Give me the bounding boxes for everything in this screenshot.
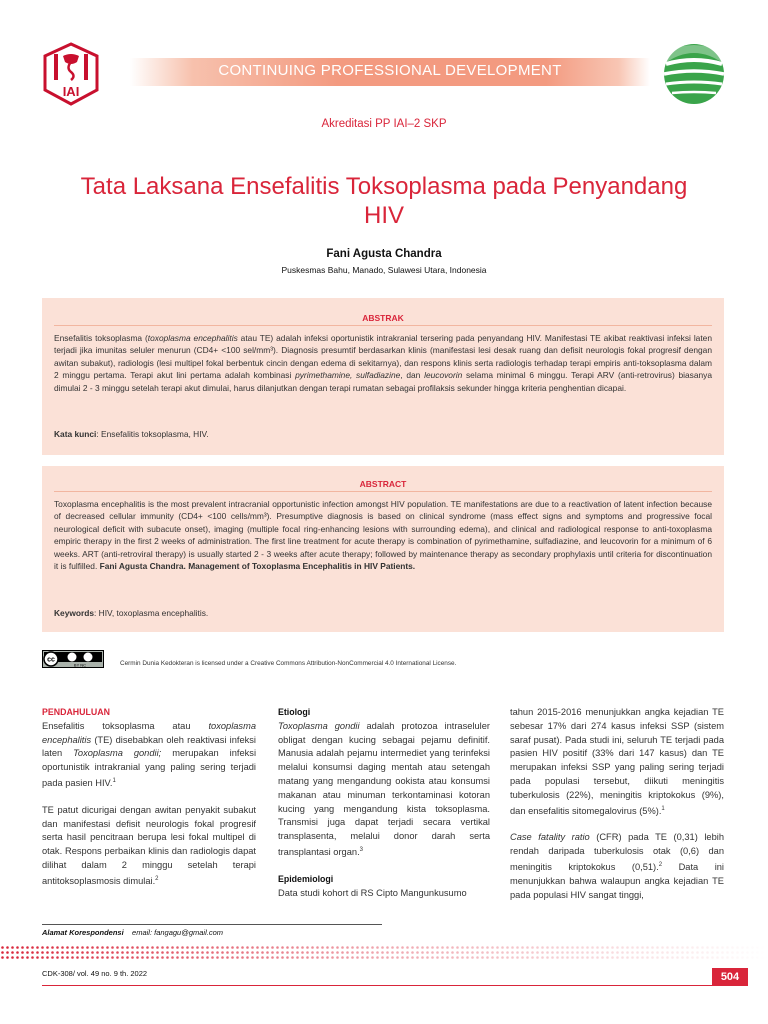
svg-text:cc: cc: [47, 656, 55, 664]
abstrak-text: Ensefalitis toksoplasma (toxoplasma encephalitis atau TE) adalah infeksi oportunistik intrakranial tersering pada penyandang HIV. Manifestasi TE akibat reaktivasi infeksi laten terjadi jika imunitas seluler menurun (CD4+ <100 sel/mm³). Diagnosis presumtif berdasarkan klinis (manifestasi lesi desak ruang dan defisit neurologis fokal progresif dengan awitan subakut), radiologis (lesi multipel fokal berbentuk cincin dengan edema di sekitarnya), dan respons klinis serta radiologis terhadap terapi empiris anti-toksoplasma dalam 2 minggu pertama. Terapi akut lini pertama adalah kombinasi pyrimethamine, sulfadiazine, dan leucovorin selama minimal 6 minggu. Terapi ARV (anti-retrovirus) biasanya dimulai 2 - 3 minggu setelah terapi akut dimulai, harus dilanjutkan dengan terapi rumatan sebagai profilaksis sekunder hingga kriteria penghentian dicapai.: [54, 333, 712, 393]
abstract-heading: ABSTRACT: [359, 479, 407, 489]
correspondence-rule: [42, 924, 382, 925]
section-heading-etiologi: Etiologi: [278, 707, 311, 717]
paragraph: TE patut dicurigai dengan awitan penyakit subakut dan manifestasi defisit neurologis fokal progresif serta hasil pencitraan berupa lesi fokal multipel di otak. Respons perbaikan klinis dan radiologis dapat dilihat dalam 2 minggu setelah terapi antitoksoplasmosis dimulai.$^2$: [42, 804, 256, 886]
abstract-divider: [54, 491, 712, 492]
iai-logo: [40, 42, 102, 106]
paragraph: Toxoplasma gondii adalah protozoa intraseluler obligat dengan kucing sebagai pejamu definitif. Manusia adalah pejamu intermediet yang terinfeksi melalui konsumsi daging mentah atau setengah matang yang mengandung ookista atau konsumsi makanan atau minuman terkontaminasi kotoran kucing yang mengandung kista toksoplasma. Transmisi juga dapat terjadi secara vertikal transplasenta, melalui donor darah serta transplantasi organ.$^3$: [278, 720, 490, 858]
journal-volume: CDK-308/ vol. 49 no. 9 th. 2022: [42, 969, 148, 978]
abstract-text: Toxoplasma encephalitis is the most prevalent intracranial opportunistic infection amongst HIV population. TE manifestations are due to a reactivation of latent infection because of decreased cellular immunity (CD4+ <100 cells/mm³). Presumptive diagnosis is based on clinical syndrome (mass effect signs and symptoms and progressive focal neurological deficit with subacute onset), imaging (multiple focal ring-enhancing lesions with surrounding edema), and clinical and radiological response to anti-toxoplasma empiric therapy in the first 2 weeks of administration. The first line treatment for acute therapy is combination of pyrimethamine, sulfadiazine, and leucovorin for a minimum of 6 weeks. ART (anti-retroviral therapy) is usually started 2 - 3 weeks after acute therapy; followed by maintenance therapy as secondary prophylaxis until criteria for discontinuation it is fulfilled. Fani Agusta Chandra. Management of Toxoplasma Encephalitis in HIV Patients.: [54, 499, 712, 572]
article-title: Tata Laksana Ensefalitis Toksoplasma pada Penyandang HIV: [80, 173, 688, 229]
column-1: [42, 706, 256, 889]
correspondence: Alamat Korespondensi email: fangagu@gmail.com: [42, 928, 224, 937]
abstract-box: [42, 466, 724, 632]
footer-rule: [42, 985, 712, 986]
author-name: Fani Agusta Chandra: [326, 248, 442, 260]
section-heading-epidemiologi: Epidemiologi: [278, 873, 334, 884]
footer-stripe: [0, 945, 768, 960]
paragraph: Case fatality ratio (CFR) pada TE (0,31) lebih rendah daripada tuberkulosis otak (0,6) dan meningitis kriptokokus (0,51).$^2$ Data ini menunjukkan bahwa walaupun angka kejadian TE pada populasi HIV sangat tinggi,: [510, 832, 724, 900]
abstract-keywords: Keywords: HIV, toxoplasma encephalitis.: [54, 608, 209, 618]
abstrak-heading: ABSTRAK: [362, 313, 404, 323]
banner-title: CONTINUING PROFESSIONAL DEVELOPMENT: [218, 62, 562, 79]
abstrak-box: [42, 298, 724, 455]
column-2: [278, 706, 490, 900]
cc-badge-text: BY NC: [73, 662, 87, 668]
license-text: Cermin Dunia Kedokteran is licensed under a Creative Commons Attribution-NonCommercial 4.0 International License.: [120, 660, 457, 667]
iai-logo-text: IAI: [62, 84, 80, 99]
abstrak-keywords: Kata kunci: Ensefalitis toksoplasma, HIV.: [54, 429, 209, 439]
journal-logo: [662, 42, 726, 106]
abstrak-divider: [54, 325, 712, 326]
paragraph: tahun 2015-2016 menunjukkan angka kejadian TE sebesar 17% dari 274 kasus infeksi SSP (sistem saraf pusat). Pada studi ini, seluruh TE terjadi pada pasien HIV positif (33% dari 147 kasus) dan TE merupakan infeksi SSP yang paling sering terjadi pada populasi tersebut, diikuti meningitis tuberkulosis (22%), meningitis kriptokokus (9%), dan ensefalitis sitomegalovirus (5%).$^1$: [510, 707, 724, 816]
paragraph: Ensefalitis toksoplasma atau toxoplasma encephalitis (TE) disebabkan oleh reaktivasi infeksi laten Toxoplasma gondii; merupakan infeksi oportunistik intrakranial yang paling sering terjadi pada pasien HIV.$^1$: [42, 720, 257, 789]
author-affiliation: Puskesmas Bahu, Manado, Sulawesi Utara, Indonesia: [281, 265, 487, 275]
accreditation: Akreditasi PP IAI–2 SKP: [321, 118, 447, 130]
page-number: 504: [712, 968, 748, 986]
section-heading-pendahuluan: PENDAHULUAN: [42, 707, 110, 717]
paragraph: Data studi kohort di RS Cipto Mangunkusumo: [278, 887, 467, 898]
column-3: [510, 706, 724, 903]
cc-license-icon[interactable]: [42, 650, 104, 668]
